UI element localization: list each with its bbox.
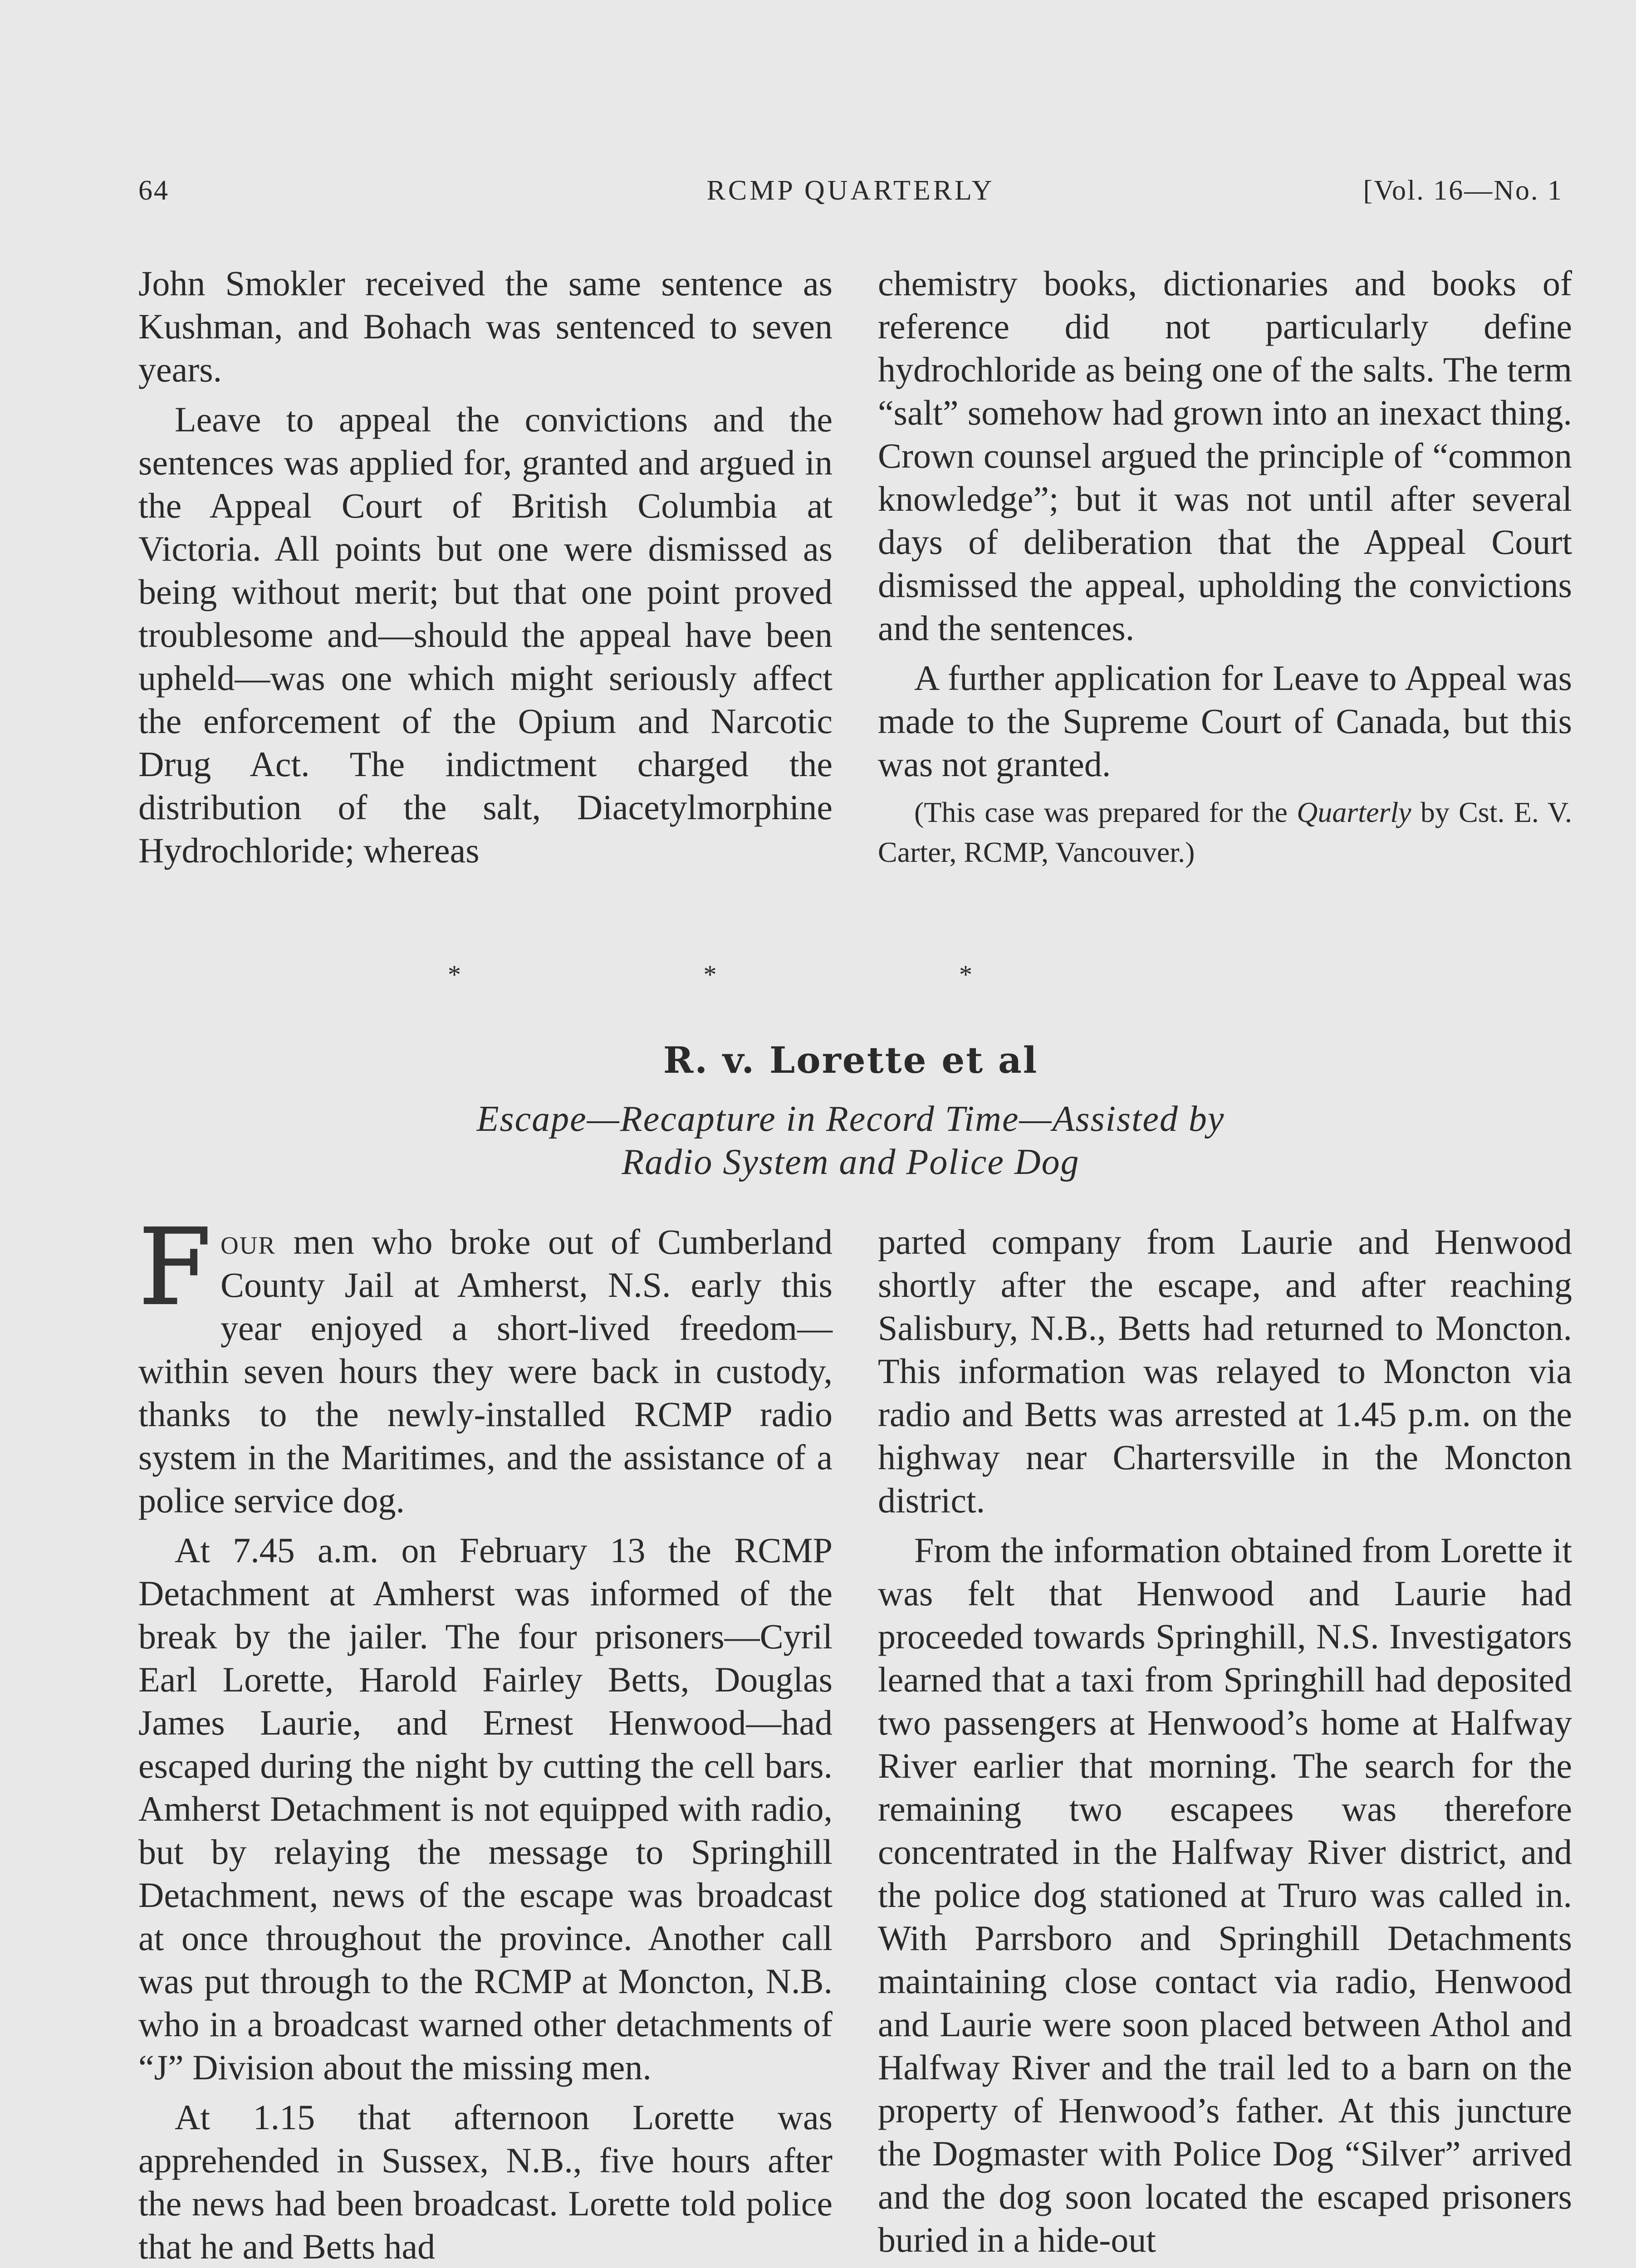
paragraph: At 7.45 a.m. on February 13 the RCMP Detachment at Amherst was informed of the break by the jailer. The four prisoners—Cyril Earl Lorette, Harold Fairley Betts, Douglas James Laurie, and Ernest Henwood—had escaped during the night by cutting the cell bars. Amherst Detachment is not equipped with radio, but by relaying the message to Springhill Detachment, news of the escape was broadcast at once throughout the province. Another call was put through to the RCMP at Moncton, N.B. who in a broadcast warned other detachments of “J” Division about the missing men. [138, 1530, 833, 2087]
first-word: our [220, 1222, 276, 1261]
article-column-right [878, 1220, 1572, 2268]
paragraph: John Smokler received the same sentence as Kushman, and Bohach was sentenced to seven years. [138, 264, 833, 389]
top-column-right [878, 262, 1572, 929]
section-separator: * * * [448, 960, 1090, 989]
drop-cap: F [138, 1206, 211, 1329]
paragraph [138, 1206, 833, 1522]
paragraph: Leave to appeal the convictions and the sentences was applied for, granted and argued in the Appeal Court of British Columbia at Victoria. All points but one were dismissed as being without merit; but that one point proved troublesome and—should the appeal have been upheld—was one which might seriously affect the enforcement of the Opium and Narcotic Drug Act. The indictment charged the distribution of the salt, Diacetylmorphine Hydrochloride; whereas [138, 400, 833, 870]
note-italic-text: Quarterly [1297, 796, 1411, 828]
paragraph: From the information obtained from Lorette it was felt that Henwood and Laurie had proceeded towards Springhill, N.S. Investigators learned that a taxi from Springhill had deposited two passengers at Henwood’s home at Halfway River earlier that morning. The search for the remaining two escapees was therefore concentrated in the Halfway River district, and the police dog stationed at Truro was called in. With Parrsboro and Springhill Detachments maintaining close contact via radio, Henwood and Laurie were soon placed between Athol and Halfway River and the trail led to a barn on the property of Henwood’s father. At this juncture the Dogmaster with Police Dog “Silver” arrived and the dog soon located the escaped prisoners buried in a hide-out [878, 1530, 1572, 2259]
journal-title: RCMP QUARTERLY [706, 175, 995, 206]
paragraph: A further application for Leave to Appeal was made to the Supreme Court of Canada, but this was not granted. [878, 658, 1572, 784]
paragraph: chemistry books, dictionaries and books of reference did not particularly define hydrochloride as being one of the salts. The term “salt” somehow had grown into an inexact thing. Crown counsel argued the principle of “common knowledge”; but it was not until after several days of deliberation that the Appeal Court dismissed the appeal, upholding the convictions and the sentences. [878, 264, 1572, 648]
paragraph: At 1.15 that afternoon Lorette was apprehended in Sussex, N.B., five hours after the news had been broadcast. Lorette told police that he and Betts had [138, 2097, 833, 2266]
article-subtitle [138, 1098, 1563, 1184]
paragraph-text: men who broke out of Cumberland County Jail at Amherst, N.S. early this year enjoyed a short-lived freedom—within seven hours they were back in custody, thanks to the newly-installed RCMP radio system in the Maritimes, and the assistance of a police service dog. [138, 1222, 833, 1520]
page-number: 64 [138, 175, 169, 206]
top-column-left [138, 262, 833, 929]
attribution-note [878, 792, 1572, 872]
note-text-end: by Cst. E. V. Carter, RCMP, Vancouver.) [878, 796, 1572, 868]
article-column-left [138, 1206, 833, 2268]
volume-label: [Vol. 16—No. 1 [1363, 175, 1563, 206]
subtitle-line: Escape—Recapture in Record Time—Assisted by [476, 1099, 1225, 1139]
paragraph: parted company from Laurie and Henwood shortly after the escape, and after reaching Salisbury, N.B., Betts had returned to Moncton. This information was relayed to Moncton via radio and Betts was arrested at 1.45 p.m. on the highway near Chartersville in the Moncton district. [878, 1222, 1572, 1520]
subtitle-line: Radio System and Police Dog [622, 1142, 1080, 1182]
note-text: (This case was prepared for the [914, 796, 1297, 828]
running-header [138, 175, 1563, 211]
article-title: R. v. Lorette et al [663, 1039, 1038, 1081]
